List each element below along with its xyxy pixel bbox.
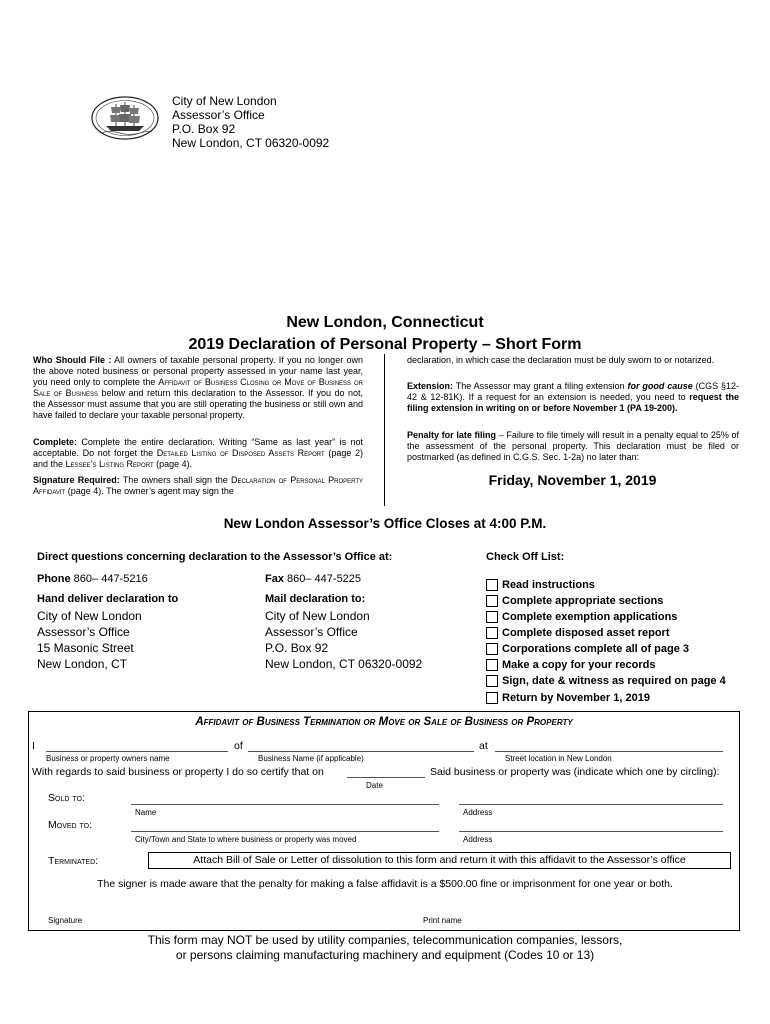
extension-text: The Assessor may grant a filing extension xyxy=(453,381,628,391)
complete-label: Complete: xyxy=(33,437,78,447)
header-office: Assessor’s Office xyxy=(172,108,265,122)
column-divider xyxy=(384,354,385,506)
checklist-item[interactable] xyxy=(486,593,663,609)
checklist-item-label: Corporations complete all of page 3 xyxy=(502,643,690,655)
mail-address xyxy=(265,608,422,672)
moved-to-city-field[interactable] xyxy=(131,831,439,832)
fax-number: 860– 447-5225 xyxy=(283,573,362,585)
checkbox[interactable] xyxy=(486,675,498,687)
address-caption: Address xyxy=(463,835,493,844)
page-title-form: 2019 Declaration of Personal Property – Short Form xyxy=(188,336,582,353)
checklist-item-label: Sign, date & witness as required on page 4 xyxy=(502,675,726,687)
mail-address-line: P.O. Box 92 xyxy=(265,641,329,655)
checklist-item-label: Return by November 1, 2019 xyxy=(502,692,650,704)
signature-text-2: (page 4). The owner’s agent may sign the xyxy=(65,486,234,496)
city-state-caption: City/Town and State to where business or property was moved xyxy=(135,835,357,844)
complete-text-2: (page 2) and the xyxy=(33,448,363,469)
hand-deliver-address xyxy=(37,608,142,672)
header-pobox: P.O. Box 92 xyxy=(172,122,236,136)
of-label: of xyxy=(234,740,243,752)
affidavit-title: Affidavit of Business Termination or Move or Sale of Business or Property xyxy=(195,716,573,728)
lessee-listing-reference: Lessee’s Listing Report xyxy=(65,459,154,469)
extension-text-2: (CGS §12-42 & 12-81K). If a request for an extension is needed, you need to xyxy=(407,381,740,402)
date-field[interactable] xyxy=(347,777,425,778)
late-penalty-text: – Failure to file timely will result in a penalty equal to 25% of the assessment of the personal property. This declaration must be filed or postmarked (as defined in C.G.S. Sec. 1-2a) no later than: xyxy=(407,430,740,462)
complete-text-3: (page 4). xyxy=(153,459,193,469)
owner-name-field[interactable] xyxy=(46,751,228,752)
who-text: All owners of taxable personal property. If you no longer own the above noted business or personal property assessed in your name last year, you need only to complete the xyxy=(33,355,363,387)
at-label: at xyxy=(479,740,488,752)
checklist-item-label: Make a copy for your records xyxy=(502,659,656,671)
extension-label: Extension: xyxy=(407,381,454,391)
sold-to-option[interactable]: Sold to: xyxy=(48,792,85,804)
checkbox[interactable] xyxy=(486,579,498,591)
hand-address-line: Assessor’s Office xyxy=(37,625,130,639)
print-name-caption: Print name xyxy=(423,916,462,925)
checkbox[interactable] xyxy=(486,692,498,704)
affidavit-box xyxy=(28,711,740,931)
signature-caption: Signature xyxy=(48,916,83,925)
checklist-item[interactable] xyxy=(486,690,650,706)
phone-label: Phone xyxy=(37,573,71,585)
who-should-file-paragraph xyxy=(33,355,363,421)
checkbox[interactable] xyxy=(486,627,498,639)
footer-restriction-line2: or persons claiming manufacturing machinery and equipment (Codes 10 or 13) xyxy=(175,948,595,962)
office-closing-notice: New London Assessor’s Office Closes at 4:00 P.M. xyxy=(223,516,547,531)
good-cause-text: for good cause xyxy=(627,381,693,391)
who-label: Who Should File : xyxy=(33,355,112,365)
owner-name-caption: Business or property owners name xyxy=(46,754,170,763)
hand-address-line: City of New London xyxy=(37,609,142,623)
mail-address-line: New London, CT 06320-0092 xyxy=(265,657,423,671)
checkbox[interactable] xyxy=(486,659,498,671)
fax-label: Fax xyxy=(265,573,284,585)
hand-address-line: New London, CT xyxy=(37,657,128,671)
header-citystate: New London, CT 06320-0092 xyxy=(172,136,330,150)
page-title-location: New London, Connecticut xyxy=(286,314,484,331)
checklist-item[interactable] xyxy=(486,609,677,625)
checkbox[interactable] xyxy=(486,595,498,607)
business-name-caption: Business Name (if applicable) xyxy=(258,754,364,763)
moved-to-address-field[interactable] xyxy=(459,831,723,832)
checklist-item[interactable] xyxy=(486,641,689,657)
fax-line xyxy=(265,573,361,585)
checklist-item[interactable] xyxy=(486,673,726,689)
checklist-item[interactable] xyxy=(486,577,595,593)
checklist-item[interactable] xyxy=(486,657,655,673)
address-caption: Address xyxy=(463,808,493,817)
who-text-2: below and return this declaration to the Assessor. If you do not, the Assessor must assume that you are still operating the business or still own and have failed to declare your taxable personal property. xyxy=(33,388,363,420)
ship-seal-icon xyxy=(90,95,160,141)
checklist-item-label: Complete exemption applications xyxy=(502,611,678,623)
i-label: I xyxy=(32,740,35,752)
sold-to-address-field[interactable] xyxy=(459,804,723,805)
declaration-affidavit-reference: Declaration of Personal Property Affidavit xyxy=(33,475,364,496)
business-name-field[interactable] xyxy=(248,751,474,752)
street-location-caption: Street location in New London xyxy=(505,754,612,763)
mail-address-line: City of New London xyxy=(265,609,370,623)
disposed-assets-reference: Detailed Listing of Disposed Assets Report xyxy=(156,448,325,458)
circling-instruction: Said business or property was (indicate which one by circling): xyxy=(430,766,720,778)
footer-restriction-line1: This form may NOT be used by utility companies, telecommunication companies, lessors, xyxy=(147,933,623,947)
mail-address-line: Assessor’s Office xyxy=(265,625,358,639)
signature-required-label: Signature Required: xyxy=(33,475,120,485)
phone-number: 860– 447-5216 xyxy=(70,573,148,585)
checkbox[interactable] xyxy=(486,643,498,655)
signature-text: The owners shall sign the xyxy=(119,475,232,485)
signature-paragraph xyxy=(33,475,363,497)
name-caption: Name xyxy=(135,808,157,817)
extension-deadline-text: request the filing extension in writing on or before November 1 (PA 19-200). xyxy=(407,392,739,413)
sold-to-name-field[interactable] xyxy=(131,804,439,805)
mail-heading: Mail declaration to: xyxy=(265,593,366,605)
header-city: City of New London xyxy=(172,94,277,108)
penalty-notice: The signer is made aware that the penalty for making a false affidavit is a $500.00 fine or imprisonment for one year or both. xyxy=(97,878,673,890)
filing-deadline: Friday, November 1, 2019 xyxy=(488,472,657,488)
checkbox[interactable] xyxy=(486,611,498,623)
checklist-item[interactable] xyxy=(486,625,670,641)
date-caption: Date xyxy=(366,781,383,790)
direct-questions-heading: Direct questions concerning declaration to the Assessor’s Office at: xyxy=(37,551,393,563)
notarized-paragraph: declaration, in which case the declaration must be duly sworn to or notarized. xyxy=(407,355,715,365)
hand-deliver-heading: Hand deliver declaration to xyxy=(37,593,179,605)
checklist-item-label: Read instructions xyxy=(502,579,595,591)
extension-paragraph xyxy=(407,381,739,414)
checklist-title: Check Off List: xyxy=(486,551,565,563)
complete-paragraph xyxy=(33,437,363,470)
affidavit-reference: Affidavit of Business Closing or Move of Business or Sale of Business xyxy=(33,377,363,398)
terminated-instruction: Attach Bill of Sale or Letter of dissolution to this form and return it with this affidavit to the Assessor’s office xyxy=(148,852,731,869)
street-location-field[interactable] xyxy=(495,751,723,752)
hand-address-line: 15 Masonic Street xyxy=(37,641,134,655)
checklist-item-label: Complete disposed asset report xyxy=(502,627,670,639)
checklist-item-label: Complete appropriate sections xyxy=(502,595,664,607)
late-penalty-paragraph xyxy=(407,430,739,463)
moved-to-option[interactable]: Moved to: xyxy=(48,819,93,831)
late-penalty-label: Penalty for late filing xyxy=(407,430,497,440)
terminated-option[interactable]: Terminated: xyxy=(48,855,99,867)
regards-text: With regards to said business or property I do so certify that on xyxy=(32,766,324,778)
complete-text: Complete the entire declaration. Writing “Same as last year” is not acceptable. Do not forget the xyxy=(33,437,363,458)
phone-line xyxy=(37,573,148,585)
